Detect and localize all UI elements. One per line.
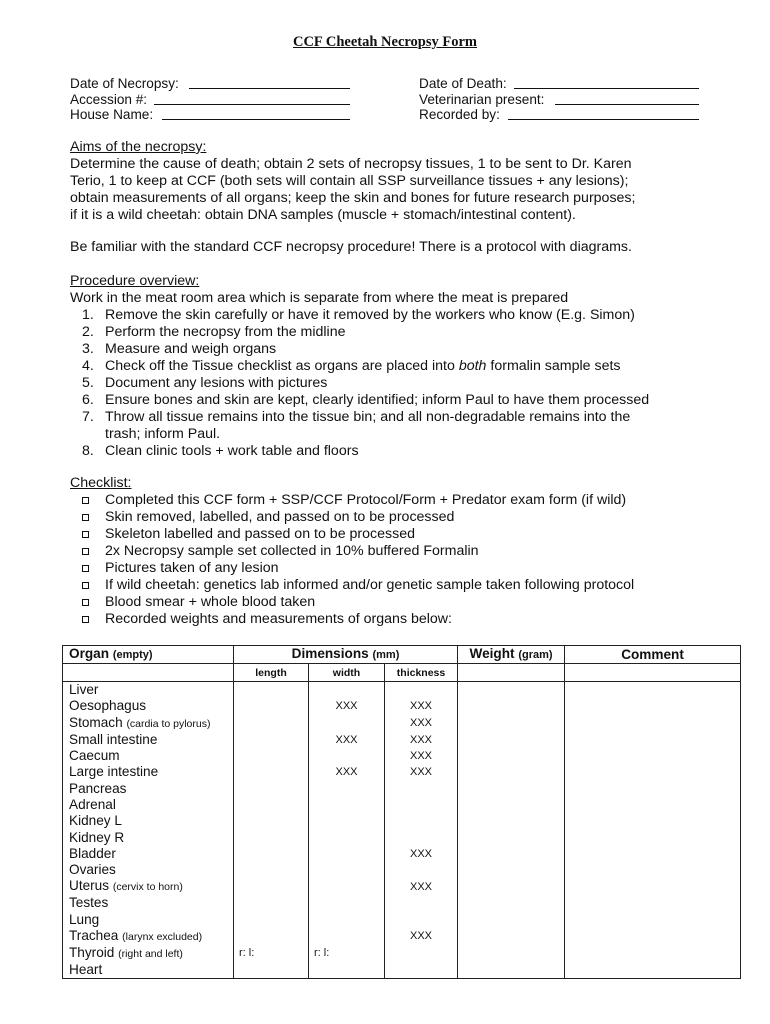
weight-cell[interactable] xyxy=(458,878,565,895)
thickness-cell[interactable] xyxy=(385,813,458,829)
thickness-cell[interactable] xyxy=(385,895,458,911)
comment-cell[interactable] xyxy=(565,764,741,780)
procedure-step: 8. Clean clinic tools + work table and floors xyxy=(82,443,359,459)
thickness-cell[interactable] xyxy=(385,862,458,878)
checklist-item: Skeleton labelled and passed on to be processed xyxy=(70,526,730,543)
checklist-item: Recorded weights and measurements of organs below: xyxy=(70,611,730,628)
table-row xyxy=(63,813,741,829)
recorded-by-label: Recorded by: xyxy=(419,107,500,122)
organ-subheader-empty xyxy=(63,664,234,682)
length-cell[interactable] xyxy=(234,715,309,732)
organ-name-cell: Caecum xyxy=(63,748,234,764)
comment-cell[interactable] xyxy=(565,715,741,732)
comment-cell[interactable] xyxy=(565,945,741,962)
thickness-cell[interactable] xyxy=(385,797,458,813)
organ-name-cell: Kidney R xyxy=(63,829,234,845)
table-row xyxy=(63,878,741,895)
accession-field[interactable] xyxy=(70,92,350,108)
organ-name-cell: Testes xyxy=(63,895,234,911)
checkbox[interactable] xyxy=(82,616,89,623)
date-of-necropsy-line xyxy=(189,88,350,89)
weight-cell[interactable] xyxy=(458,698,565,714)
comment-cell[interactable] xyxy=(565,928,741,945)
procedure-heading: Procedure overview: xyxy=(70,273,200,289)
comment-cell[interactable] xyxy=(565,846,741,862)
procedure-step: 3. Measure and weigh organs xyxy=(82,341,277,357)
thickness-cell[interactable] xyxy=(385,682,458,699)
length-cell[interactable] xyxy=(234,764,309,780)
organ-name-cell: Uterus (cervix to horn) xyxy=(63,878,234,895)
thickness-cell[interactable] xyxy=(385,962,458,979)
width-cell[interactable] xyxy=(309,813,385,829)
length-cell[interactable] xyxy=(234,813,309,829)
length-cell[interactable] xyxy=(234,878,309,895)
thickness-cell[interactable]: XXX xyxy=(385,928,458,945)
table-row xyxy=(63,829,741,845)
organ-name-cell: Oesophagus xyxy=(63,698,234,714)
organ-name-cell: Stomach (cardia to pylorus) xyxy=(63,715,234,732)
weight-cell[interactable] xyxy=(458,764,565,780)
checklist-item: Completed this CCF form + SSP/CCF Protocol/Form + Predator exam form (if wild) xyxy=(70,492,730,509)
width-header: width xyxy=(309,664,385,682)
organ-name-cell: Bladder xyxy=(63,846,234,862)
weight-cell[interactable] xyxy=(458,912,565,928)
weight-subheader-empty xyxy=(458,664,565,682)
comment-cell[interactable] xyxy=(565,912,741,928)
house-name-label: House Name: xyxy=(70,107,154,122)
veterinarian-present-line xyxy=(555,104,699,105)
date-of-death-label: Date of Death: xyxy=(419,76,507,91)
table-row xyxy=(63,732,741,748)
table-row xyxy=(63,715,741,732)
width-cell[interactable]: XXX xyxy=(309,732,385,748)
comment-cell[interactable] xyxy=(565,878,741,895)
length-cell[interactable] xyxy=(234,698,309,714)
comment-header: Comment xyxy=(565,646,741,664)
thickness-cell[interactable]: XXX xyxy=(385,748,458,764)
weight-cell[interactable] xyxy=(458,797,565,813)
length-cell[interactable] xyxy=(234,748,309,764)
comment-cell[interactable] xyxy=(565,813,741,829)
organ-name-cell: Large intestine xyxy=(63,764,234,780)
veterinarian-present-field[interactable] xyxy=(419,92,699,108)
aims-heading: Aims of the necropsy: xyxy=(70,139,207,155)
width-cell[interactable] xyxy=(309,962,385,979)
thickness-cell[interactable]: XXX xyxy=(385,732,458,748)
length-cell[interactable] xyxy=(234,912,309,928)
width-cell[interactable] xyxy=(309,780,385,796)
weight-header: Weight (gram) xyxy=(458,646,565,664)
procedure-step: 4. Check off the Tissue checklist as organs are placed into both formalin sample sets xyxy=(82,358,621,374)
checklist-item: Blood smear + whole blood taken xyxy=(70,594,730,611)
organ-name-cell: Pancreas xyxy=(63,780,234,796)
organ-name-cell: Ovaries xyxy=(63,862,234,878)
aims-section xyxy=(70,139,730,224)
emphasis-both: both xyxy=(458,358,487,374)
table-row xyxy=(63,945,741,962)
length-cell[interactable] xyxy=(234,732,309,748)
recorded-by-line xyxy=(508,119,699,120)
table-row xyxy=(63,748,741,764)
organ-name-cell: Adrenal xyxy=(63,797,234,813)
length-cell[interactable] xyxy=(234,780,309,796)
checkbox[interactable] xyxy=(82,565,89,572)
comment-cell[interactable] xyxy=(565,862,741,878)
date-of-necropsy-field[interactable] xyxy=(70,76,350,92)
procedure-step: 5. Document any lesions with pictures xyxy=(82,375,328,391)
table-row xyxy=(63,846,741,862)
width-cell[interactable] xyxy=(309,895,385,911)
table-row xyxy=(63,928,741,945)
organ-name-cell: Lung xyxy=(63,912,234,928)
familiar-note: Be familiar with the standard CCF necropsy procedure! There is a protocol with diagrams. xyxy=(70,239,632,255)
width-cell[interactable] xyxy=(309,846,385,862)
organ-note: (right and left) xyxy=(118,947,183,960)
comment-cell[interactable] xyxy=(565,732,741,748)
width-cell[interactable] xyxy=(309,682,385,699)
aims-line: Terio, 1 to keep at CCF (both sets will contain all SSP surveillance tissues + any lesions); xyxy=(70,173,629,189)
organ-note: (larynx excluded) xyxy=(122,930,203,943)
width-cell[interactable] xyxy=(309,829,385,845)
weight-cell[interactable] xyxy=(458,829,565,845)
house-name-field[interactable] xyxy=(70,107,350,123)
length-cell[interactable] xyxy=(234,846,309,862)
width-cell[interactable]: XXX xyxy=(309,698,385,714)
checklist-heading: Checklist: xyxy=(70,475,132,491)
comment-cell[interactable] xyxy=(565,748,741,764)
house-name-line xyxy=(162,119,350,120)
thickness-cell[interactable]: XXX xyxy=(385,715,458,732)
thickness-cell[interactable] xyxy=(385,829,458,845)
checklist-item: If wild cheetah: genetics lab informed and/or genetic sample taken following protocol xyxy=(70,577,730,594)
width-cell[interactable] xyxy=(309,797,385,813)
comment-cell[interactable] xyxy=(565,698,741,714)
table-row xyxy=(63,780,741,796)
comment-cell[interactable] xyxy=(565,797,741,813)
checklist-item: Pictures taken of any lesion xyxy=(70,560,730,577)
thickness-header: thickness xyxy=(385,664,458,682)
checkbox[interactable] xyxy=(82,548,89,555)
table-row xyxy=(63,962,741,979)
organ-header: Organ (empty) xyxy=(63,646,234,664)
thickness-cell[interactable]: XXX xyxy=(385,698,458,714)
aims-line: Determine the cause of death; obtain 2 sets of necropsy tissues, 1 to be sent to Dr. Karen xyxy=(70,156,632,172)
weight-cell[interactable] xyxy=(458,862,565,878)
dimensions-header: Dimensions (mm) xyxy=(234,646,458,664)
comment-cell[interactable] xyxy=(565,780,741,796)
width-cell[interactable] xyxy=(309,878,385,895)
weight-cell[interactable] xyxy=(458,732,565,748)
procedure-step: 6. Ensure bones and skin are kept, clearly identified; inform Paul to have them processed xyxy=(82,392,650,408)
aims-line: if it is a wild cheetah: obtain DNA samples (muscle + stomach/intestinal content). xyxy=(70,207,576,223)
length-cell[interactable] xyxy=(234,862,309,878)
checklist-item: 2x Necropsy sample set collected in 10% buffered Formalin xyxy=(70,543,730,560)
recorded-by-field[interactable] xyxy=(419,107,699,123)
length-cell[interactable] xyxy=(234,682,309,699)
procedure-section xyxy=(70,273,730,460)
length-cell[interactable] xyxy=(234,895,309,911)
comment-cell[interactable] xyxy=(565,895,741,911)
comment-cell[interactable] xyxy=(565,682,741,699)
procedure-steps xyxy=(70,307,730,460)
comment-cell[interactable] xyxy=(565,962,741,979)
date-of-necropsy-label: Date of Necropsy: xyxy=(70,76,179,91)
checkbox[interactable] xyxy=(82,582,89,589)
thickness-cell[interactable] xyxy=(385,945,458,962)
procedure-step: 1. Remove the skin carefully or have it removed by the workers who know (E.g. Simon) xyxy=(82,307,635,323)
checklist-section xyxy=(70,475,730,628)
organ-name-cell: Thyroid (right and left) xyxy=(63,945,234,962)
organ-measurements-table xyxy=(62,645,741,979)
accession-label: Accession #: xyxy=(70,92,148,107)
organ-name-cell: Heart xyxy=(63,962,234,979)
weight-cell[interactable] xyxy=(458,846,565,862)
length-cell[interactable] xyxy=(234,962,309,979)
veterinarian-present-label: Veterinarian present: xyxy=(419,92,545,107)
width-cell[interactable]: r: l: xyxy=(309,945,385,962)
table-row xyxy=(63,862,741,878)
length-cell[interactable] xyxy=(234,829,309,845)
table-row xyxy=(63,797,741,813)
table-row xyxy=(63,682,741,699)
checkbox[interactable] xyxy=(82,531,89,538)
organ-name-cell: Liver xyxy=(63,682,234,699)
weight-cell[interactable] xyxy=(458,928,565,945)
length-cell[interactable] xyxy=(234,797,309,813)
weight-cell[interactable] xyxy=(458,682,565,699)
organ-name-cell: Small intestine xyxy=(63,732,234,748)
length-cell[interactable]: r: l: xyxy=(234,945,309,962)
procedure-step: 2. Perform the necropsy from the midline xyxy=(82,324,346,340)
weight-cell[interactable] xyxy=(458,945,565,962)
checklist-item: Skin removed, labelled, and passed on to be processed xyxy=(70,509,730,526)
checklist-items xyxy=(70,492,730,628)
thickness-cell[interactable]: XXX xyxy=(385,846,458,862)
table-row xyxy=(63,895,741,911)
weight-cell[interactable] xyxy=(458,813,565,829)
width-cell[interactable] xyxy=(309,928,385,945)
aims-line: obtain measurements of all organs; keep the skin and bones for future research purposes; xyxy=(70,190,636,206)
checkbox[interactable] xyxy=(82,514,89,521)
form-title: CCF Cheetah Necropsy Form xyxy=(292,34,478,50)
width-cell[interactable] xyxy=(309,748,385,764)
table-row xyxy=(63,764,741,780)
length-header: length xyxy=(234,664,309,682)
comment-subheader-empty xyxy=(565,664,741,682)
checkbox[interactable] xyxy=(82,599,89,606)
weight-cell[interactable] xyxy=(458,780,565,796)
width-cell[interactable]: XXX xyxy=(309,764,385,780)
weight-cell[interactable] xyxy=(458,962,565,979)
organ-note: (cardia to pylorus) xyxy=(126,717,211,730)
length-cell[interactable] xyxy=(234,928,309,945)
table-row xyxy=(63,698,741,714)
width-cell[interactable] xyxy=(309,862,385,878)
thickness-cell[interactable]: XXX xyxy=(385,764,458,780)
procedure-step: 7. Throw all tissue remains into the tissue bin; and all non-degradable remains into the trash; inform Paul. xyxy=(82,409,631,442)
checkbox[interactable] xyxy=(82,497,89,504)
weight-cell[interactable] xyxy=(458,748,565,764)
organ-name-cell: Trachea (larynx excluded) xyxy=(63,928,234,945)
thickness-cell[interactable]: XXX xyxy=(385,878,458,895)
organ-name-cell: Kidney L xyxy=(63,813,234,829)
thickness-cell[interactable] xyxy=(385,912,458,928)
weight-cell[interactable] xyxy=(458,895,565,911)
date-of-death-field[interactable] xyxy=(419,76,699,92)
organ-note: (cervix to horn) xyxy=(112,881,183,894)
width-cell[interactable] xyxy=(309,912,385,928)
accession-line xyxy=(154,104,350,105)
organ-table-body xyxy=(63,682,741,979)
thickness-cell[interactable] xyxy=(385,780,458,796)
comment-cell[interactable] xyxy=(565,829,741,845)
width-cell[interactable] xyxy=(309,715,385,732)
table-row xyxy=(63,912,741,928)
weight-cell[interactable] xyxy=(458,715,565,732)
date-of-death-line xyxy=(514,88,699,89)
procedure-intro: Work in the meat room area which is separate from where the meat is prepared xyxy=(70,290,569,306)
